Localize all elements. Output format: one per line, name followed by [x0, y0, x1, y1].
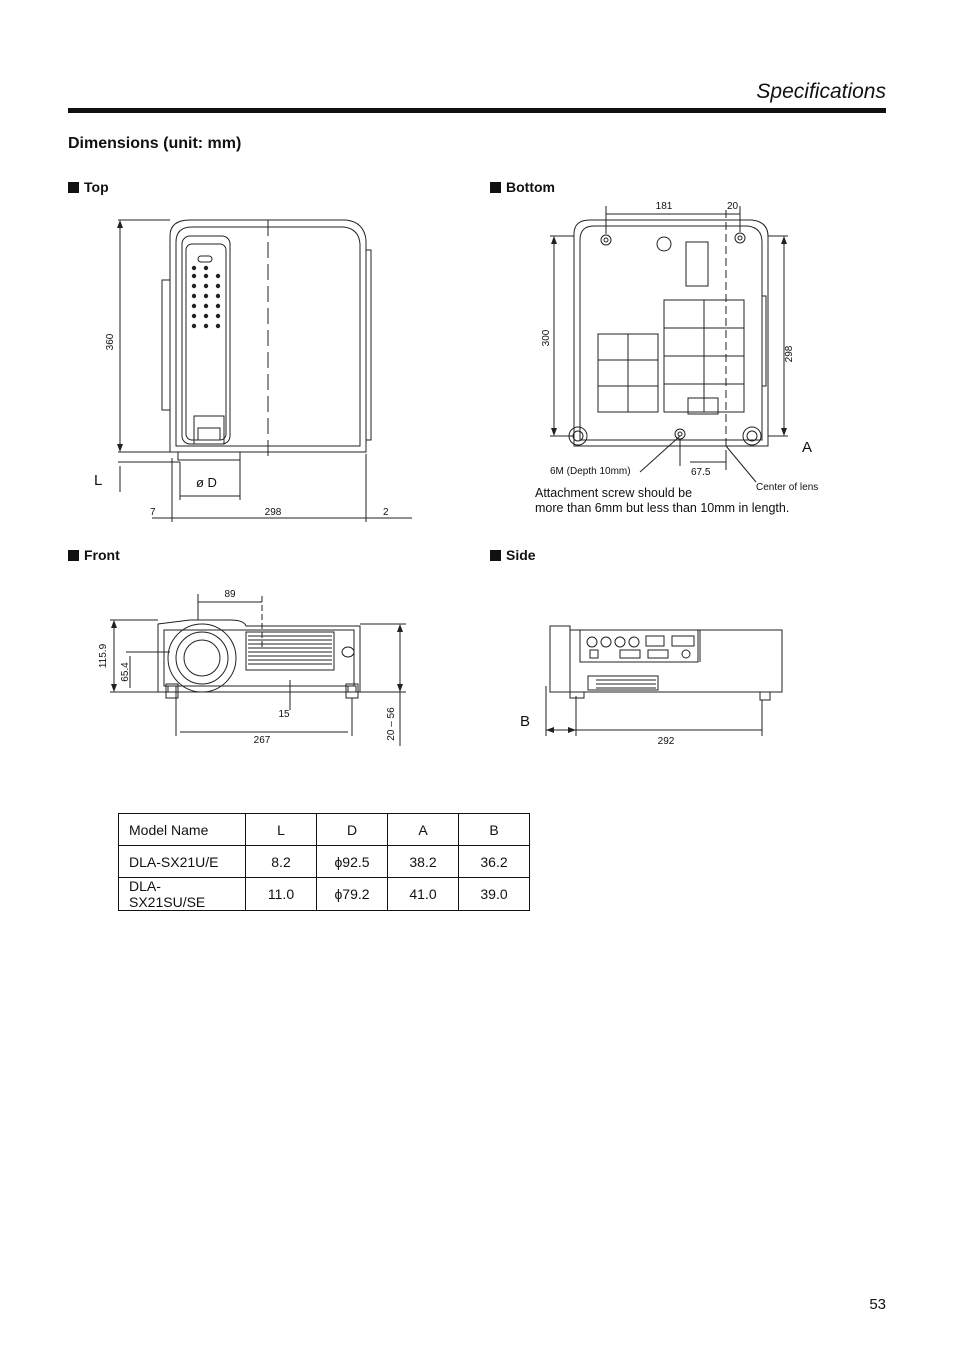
bottom-note: Attachment screw should be more than 6mm but less than 10mm in length.	[535, 486, 790, 515]
label-a: A	[802, 439, 813, 456]
header-rule	[68, 108, 886, 113]
table-header-cell: L	[246, 814, 317, 846]
table-cell: 8.2	[246, 846, 317, 878]
dim-front-feet: 20 – 56	[386, 707, 397, 741]
lens-center-label: Center of lens	[756, 482, 819, 493]
dim-top-left: 7	[150, 507, 156, 518]
screw-label: 6M (Depth 10mm)	[550, 466, 631, 477]
top-view-drawing	[90, 200, 410, 530]
front-view-drawing	[90, 580, 420, 750]
dim-front-65: 65.4	[120, 662, 131, 682]
view-label-top: Top	[68, 179, 109, 195]
section-title: Dimensions (unit: mm)	[68, 135, 242, 152]
dim-top-right: 2	[383, 507, 389, 518]
dim-bottom-298: 298	[784, 345, 795, 363]
dim-bottom-67: 67.5	[691, 467, 711, 478]
table-cell: 41.0	[388, 878, 459, 911]
square-bullet-icon	[490, 550, 501, 561]
square-bullet-icon	[68, 182, 79, 193]
dim-bottom-181: 181	[655, 201, 673, 212]
dim-top-width: 298	[264, 507, 282, 518]
table-header-cell: Model Name	[119, 814, 246, 846]
bottom-view-drawing	[540, 196, 840, 493]
header-title: Specifications	[756, 80, 886, 103]
side-view-drawing	[512, 610, 802, 750]
table-cell: 11.0	[246, 878, 317, 911]
table-cell: ϕ92.5	[317, 846, 388, 878]
label-b: B	[520, 713, 531, 730]
dim-bottom-20: 20	[727, 201, 739, 212]
label-d: ø D	[196, 475, 217, 490]
square-bullet-icon	[490, 182, 501, 193]
table-cell: 39.0	[459, 878, 530, 911]
label-l: L	[94, 472, 103, 489]
square-bullet-icon	[68, 550, 79, 561]
table-row	[119, 846, 530, 878]
table-cell: ϕ79.2	[317, 878, 388, 911]
view-label-side: Side	[490, 547, 536, 563]
model-dimensions-table	[118, 813, 530, 911]
dim-front-267: 267	[253, 735, 271, 746]
dim-front-15: 15	[278, 709, 290, 720]
dim-front-89: 89	[224, 589, 236, 600]
dim-bottom-300: 300	[541, 329, 552, 347]
table-header-cell: A	[388, 814, 459, 846]
view-label-front: Front	[68, 547, 120, 563]
table-header-cell: B	[459, 814, 530, 846]
dim-top-length: 360	[105, 333, 116, 351]
table-header-cell: D	[317, 814, 388, 846]
table-cell: DLA-SX21SU/SE	[119, 878, 246, 911]
table-row	[119, 878, 530, 911]
page-number: 53	[869, 1296, 886, 1313]
table-cell: DLA-SX21U/E	[119, 846, 246, 878]
dim-front-115: 115.9	[98, 643, 109, 669]
view-label-bottom: Bottom	[490, 179, 555, 195]
table-cell: 36.2	[459, 846, 530, 878]
table-cell: 38.2	[388, 846, 459, 878]
dim-side-292: 292	[657, 736, 675, 747]
table-header-row	[119, 814, 530, 846]
